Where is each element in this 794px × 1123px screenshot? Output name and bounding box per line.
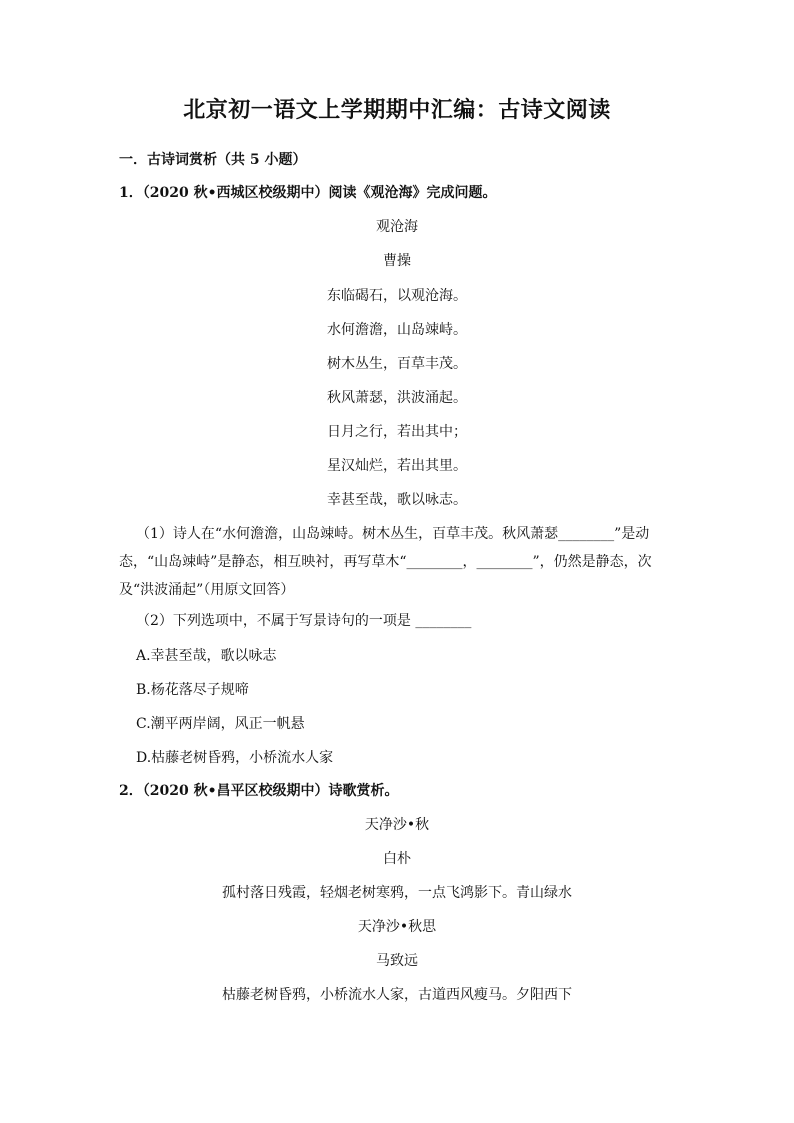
option-b: B.杨花落尽子规啼 — [136, 682, 249, 698]
question-2-stem: 2．（2020 秋•昌平区校级期中）诗歌赏析。 — [119, 783, 399, 799]
sub-question-1 — [119, 520, 679, 604]
poem-title: 天净沙•秋思 — [357, 919, 437, 935]
poem-text: 枯藤老树昏鸦，小桥流水人家，古道西风瘦马。夕阳西下 — [222, 987, 572, 1003]
poem-text: 孤村落日残霞，轻烟老树寒鸦，一点飞鸿影下。青山绿水 — [222, 885, 572, 901]
question-1-stem: 1．（2020 秋•西城区校级期中）阅读《观沧海》完成问题。 — [119, 185, 497, 201]
sub-question-2: （2）下列选项中，不属于写景诗句的一项是 ________ — [136, 613, 472, 629]
poem-line: 星汉灿烂，若出其里。 — [327, 458, 467, 474]
page-title: 北京初一语文上学期期中汇编：古诗文阅读 — [183, 98, 611, 123]
poem-title: 观沧海 — [376, 219, 418, 235]
poem-line: 树木丛生，百草丰茂。 — [327, 356, 467, 372]
poem-title: 天净沙•秋 — [364, 817, 430, 833]
option-a: A.幸甚至哉，歌以咏志 — [136, 648, 277, 664]
section-heading: 一．古诗词赏析（共 5 小题） — [119, 152, 307, 168]
option-c: C.潮平两岸阔，风正一帆悬 — [136, 716, 305, 732]
poem-line: 日月之行，若出其中； — [327, 424, 467, 440]
poem-line: 水何澹澹，山岛竦峙。 — [327, 322, 467, 338]
poem-author: 马致远 — [376, 953, 418, 969]
sub-question-1-text: （1）诗人在“水何澹澹，山岛竦峙。树木丛生，百草丰茂。秋风萧瑟________”是动态，“山岛竦峙”是静态，相互映衬，再写草木“________，________”，仍然是静态，次及“洪波涌起”（用原文回答） — [119, 526, 652, 598]
poem-author: 白朴 — [383, 851, 411, 867]
poem-line: 幸甚至哉，歌以咏志。 — [327, 492, 467, 508]
poem-line: 秋风萧瑟，洪波涌起。 — [327, 390, 467, 406]
poem-author: 曹操 — [383, 253, 411, 269]
option-d: D.枯藤老树昏鸦，小桥流水人家 — [136, 750, 334, 766]
poem-line: 东临碣石，以观沧海。 — [327, 288, 467, 304]
